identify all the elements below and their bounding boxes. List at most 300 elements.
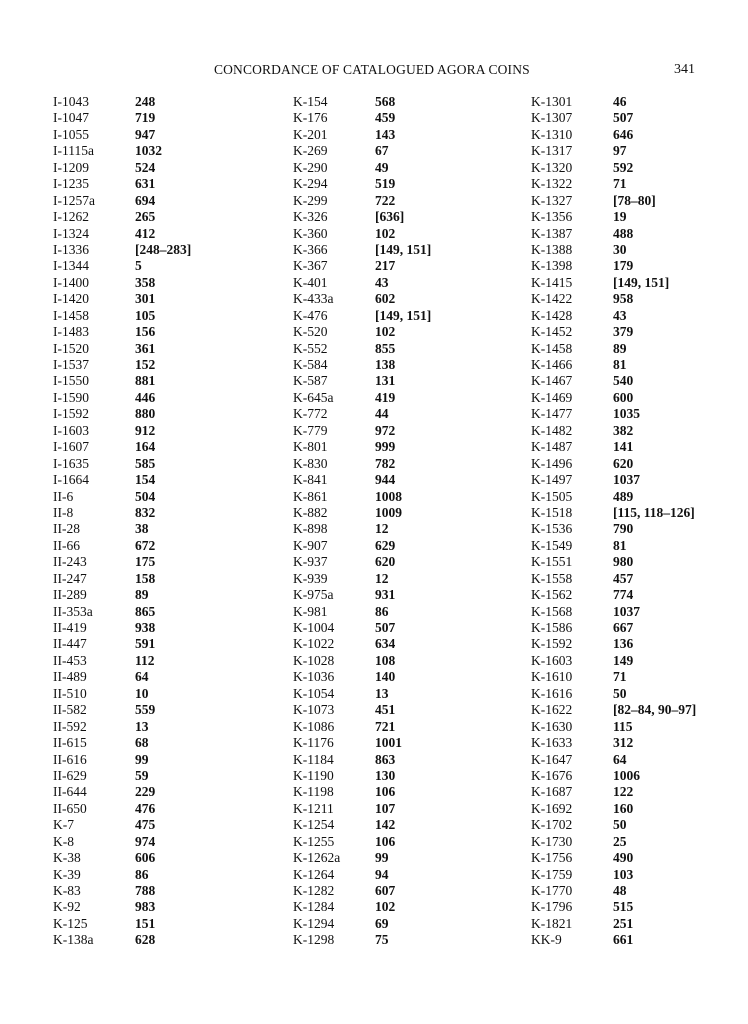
catalogue-number: 507 bbox=[613, 110, 634, 126]
inventory-number: I-1458 bbox=[53, 307, 89, 323]
inventory-number: K-1294 bbox=[293, 915, 335, 931]
catalogue-number: 81 bbox=[613, 357, 627, 372]
catalogue-number: 38 bbox=[135, 521, 149, 537]
concordance-column-1 bbox=[53, 94, 268, 949]
catalogue-number: 99 bbox=[375, 850, 389, 866]
concordance-row bbox=[53, 390, 268, 406]
inventory-number: K-1284 bbox=[293, 899, 335, 915]
concordance-row bbox=[531, 472, 746, 488]
inventory-number: K-1301 bbox=[531, 94, 573, 109]
catalogue-number: 179 bbox=[613, 258, 634, 274]
concordance-row bbox=[53, 357, 268, 373]
inventory-number: K-1190 bbox=[293, 767, 334, 783]
inventory-number: K-801 bbox=[293, 439, 328, 455]
inventory-number: I-1209 bbox=[53, 159, 89, 175]
catalogue-number: 475 bbox=[135, 817, 156, 833]
inventory-number: II-289 bbox=[53, 587, 87, 603]
concordance-row bbox=[53, 916, 268, 932]
catalogue-number: 217 bbox=[375, 258, 396, 274]
concordance-row bbox=[53, 932, 268, 948]
catalogue-number: 457 bbox=[613, 570, 634, 586]
inventory-number: K-1487 bbox=[531, 439, 573, 455]
inventory-number: K-830 bbox=[293, 455, 328, 471]
concordance-row bbox=[531, 94, 746, 110]
inventory-number: K-861 bbox=[293, 488, 328, 504]
catalogue-number: 476 bbox=[135, 800, 156, 816]
concordance-row bbox=[531, 702, 746, 718]
concordance-row bbox=[531, 423, 746, 439]
concordance-row bbox=[531, 209, 746, 225]
inventory-number: K-1558 bbox=[531, 570, 573, 586]
inventory-number: K-1282 bbox=[293, 883, 335, 898]
page-title: CONCORDANCE OF CATALOGUED AGORA COINS bbox=[214, 62, 530, 77]
concordance-row bbox=[293, 226, 508, 242]
concordance-row bbox=[53, 489, 268, 505]
concordance-row bbox=[53, 209, 268, 225]
catalogue-number: 99 bbox=[135, 751, 149, 767]
catalogue-number: 160 bbox=[613, 800, 634, 816]
catalogue-number: 10 bbox=[135, 685, 149, 701]
concordance-column-3 bbox=[531, 94, 746, 949]
concordance-row bbox=[53, 94, 268, 110]
inventory-number: K-907 bbox=[293, 537, 328, 553]
concordance-row bbox=[53, 242, 268, 258]
catalogue-number: 64 bbox=[613, 751, 627, 767]
catalogue-number: 154 bbox=[135, 472, 156, 488]
inventory-number: I-1520 bbox=[53, 340, 89, 356]
catalogue-number: 855 bbox=[375, 340, 396, 356]
concordance-row bbox=[293, 899, 508, 915]
concordance-row bbox=[53, 456, 268, 472]
catalogue-number: 86 bbox=[375, 603, 389, 619]
inventory-number: K-201 bbox=[293, 126, 328, 142]
concordance-row bbox=[53, 275, 268, 291]
inventory-number: K-1320 bbox=[531, 159, 573, 175]
inventory-number: K-1388 bbox=[531, 241, 573, 257]
inventory-number: I-1400 bbox=[53, 274, 89, 290]
concordance-row bbox=[531, 160, 746, 176]
concordance-row bbox=[293, 456, 508, 472]
catalogue-number: [636] bbox=[375, 209, 405, 225]
concordance-row bbox=[293, 357, 508, 373]
inventory-number: K-1549 bbox=[531, 537, 573, 553]
catalogue-number: 49 bbox=[375, 159, 389, 175]
inventory-number: I-1635 bbox=[53, 455, 89, 471]
catalogue-number: 672 bbox=[135, 537, 156, 553]
concordance-row bbox=[53, 768, 268, 784]
inventory-number: K-1452 bbox=[531, 324, 573, 340]
concordance-row bbox=[531, 324, 746, 340]
concordance-row bbox=[53, 127, 268, 143]
concordance-row bbox=[293, 636, 508, 652]
catalogue-number: 71 bbox=[613, 176, 627, 192]
catalogue-number: 790 bbox=[613, 521, 634, 537]
concordance-row bbox=[531, 916, 746, 932]
inventory-number: K-1586 bbox=[531, 620, 573, 635]
concordance-row bbox=[293, 604, 508, 620]
catalogue-number: 106 bbox=[375, 784, 396, 800]
inventory-number: II-629 bbox=[53, 767, 87, 783]
concordance-row bbox=[53, 143, 268, 159]
inventory-number: II-582 bbox=[53, 702, 87, 718]
concordance-row bbox=[293, 653, 508, 669]
concordance-row bbox=[53, 735, 268, 751]
concordance-row bbox=[293, 867, 508, 883]
concordance-row bbox=[293, 143, 508, 159]
catalogue-number: 719 bbox=[135, 110, 156, 126]
concordance-row bbox=[531, 653, 746, 669]
concordance-row bbox=[531, 669, 746, 685]
concordance-row bbox=[53, 521, 268, 537]
concordance-row bbox=[53, 291, 268, 307]
catalogue-number: 974 bbox=[135, 833, 156, 849]
catalogue-number: 136 bbox=[613, 636, 634, 652]
concordance-row bbox=[53, 719, 268, 735]
inventory-number: K-1592 bbox=[531, 636, 573, 652]
catalogue-number: 607 bbox=[375, 883, 396, 898]
catalogue-number: [82–84, 90–97] bbox=[613, 702, 697, 718]
concordance-row bbox=[53, 620, 268, 636]
inventory-number: II-489 bbox=[53, 669, 87, 685]
concordance-row bbox=[531, 308, 746, 324]
catalogue-number: 490 bbox=[613, 850, 634, 866]
concordance-row bbox=[293, 341, 508, 357]
catalogue-number: 43 bbox=[613, 307, 627, 323]
inventory-number: K-882 bbox=[293, 504, 328, 520]
inventory-number: K-520 bbox=[293, 324, 328, 340]
inventory-number: II-447 bbox=[53, 636, 87, 652]
inventory-number: II-419 bbox=[53, 620, 87, 635]
concordance-row bbox=[293, 275, 508, 291]
catalogue-number: 89 bbox=[135, 587, 149, 603]
inventory-number: K-939 bbox=[293, 570, 328, 586]
concordance-row bbox=[53, 341, 268, 357]
concordance-row bbox=[293, 752, 508, 768]
concordance-row bbox=[531, 456, 746, 472]
concordance-row bbox=[531, 341, 746, 357]
inventory-number: K-360 bbox=[293, 225, 328, 241]
concordance-row bbox=[293, 719, 508, 735]
concordance-row bbox=[531, 554, 746, 570]
inventory-number: I-1115a bbox=[53, 143, 94, 159]
catalogue-number: 446 bbox=[135, 389, 156, 405]
concordance-row bbox=[293, 291, 508, 307]
inventory-number: K-401 bbox=[293, 274, 328, 290]
concordance-row bbox=[531, 719, 746, 735]
inventory-number: K-1568 bbox=[531, 603, 573, 619]
catalogue-number: 81 bbox=[613, 537, 627, 553]
concordance-row bbox=[531, 801, 746, 817]
concordance-row bbox=[531, 571, 746, 587]
inventory-number: I-1257a bbox=[53, 192, 95, 208]
catalogue-number: 102 bbox=[375, 899, 396, 915]
concordance-row bbox=[531, 505, 746, 521]
catalogue-number: 782 bbox=[375, 455, 396, 471]
inventory-number: K-1496 bbox=[531, 455, 573, 471]
inventory-number: K-1469 bbox=[531, 389, 573, 405]
catalogue-number: 361 bbox=[135, 340, 156, 356]
concordance-row bbox=[531, 110, 746, 126]
concordance-row bbox=[293, 784, 508, 800]
catalogue-number: 880 bbox=[135, 406, 156, 422]
concordance-row bbox=[53, 669, 268, 685]
catalogue-number: 251 bbox=[613, 915, 634, 931]
inventory-number: K-1603 bbox=[531, 652, 573, 668]
inventory-number: K-1073 bbox=[293, 702, 335, 718]
catalogue-number: 620 bbox=[613, 455, 634, 471]
concordance-row bbox=[53, 636, 268, 652]
inventory-number: K-1176 bbox=[293, 735, 334, 751]
concordance-row bbox=[293, 94, 508, 110]
concordance-row bbox=[53, 373, 268, 389]
inventory-number: II-247 bbox=[53, 570, 87, 586]
concordance-row bbox=[53, 817, 268, 833]
catalogue-number: 620 bbox=[375, 554, 396, 570]
concordance-row bbox=[531, 883, 746, 899]
inventory-number: K-269 bbox=[293, 143, 328, 159]
catalogue-number: 301 bbox=[135, 291, 156, 307]
inventory-number: K-1676 bbox=[531, 767, 573, 783]
concordance-row bbox=[53, 472, 268, 488]
inventory-number: K-92 bbox=[53, 899, 81, 915]
concordance-row bbox=[293, 587, 508, 603]
concordance-row bbox=[293, 242, 508, 258]
concordance-row bbox=[531, 850, 746, 866]
inventory-number: K-1307 bbox=[531, 110, 573, 126]
catalogue-number: 931 bbox=[375, 587, 396, 603]
concordance-row bbox=[53, 587, 268, 603]
concordance-row bbox=[293, 571, 508, 587]
catalogue-number: 131 bbox=[375, 373, 396, 389]
catalogue-number: 504 bbox=[135, 488, 156, 504]
catalogue-number: 156 bbox=[135, 324, 156, 340]
inventory-number: K-38 bbox=[53, 850, 81, 866]
catalogue-number: 12 bbox=[375, 570, 389, 586]
catalogue-number: 12 bbox=[375, 521, 389, 537]
concordance-row bbox=[293, 324, 508, 340]
inventory-number: K-154 bbox=[293, 94, 328, 109]
catalogue-number: 115 bbox=[613, 718, 633, 734]
concordance-row bbox=[53, 801, 268, 817]
catalogue-number: 646 bbox=[613, 126, 634, 142]
concordance-row bbox=[531, 620, 746, 636]
inventory-number: K-1630 bbox=[531, 718, 573, 734]
inventory-number: II-644 bbox=[53, 784, 87, 800]
catalogue-number: 108 bbox=[375, 652, 396, 668]
catalogue-number: [149, 151] bbox=[375, 307, 432, 323]
inventory-number: K-366 bbox=[293, 241, 328, 257]
concordance-row bbox=[531, 489, 746, 505]
inventory-number: II-353a bbox=[53, 603, 93, 619]
concordance-row bbox=[531, 834, 746, 850]
catalogue-number: 30 bbox=[613, 241, 627, 257]
catalogue-number: 248 bbox=[135, 94, 156, 109]
concordance-row bbox=[531, 258, 746, 274]
catalogue-number: 459 bbox=[375, 110, 396, 126]
inventory-number: K-433a bbox=[293, 291, 334, 307]
catalogue-number: 602 bbox=[375, 291, 396, 307]
concordance-row bbox=[293, 308, 508, 324]
catalogue-number: 107 bbox=[375, 800, 396, 816]
catalogue-number: [115, 118–126] bbox=[613, 504, 695, 520]
catalogue-number: 507 bbox=[375, 620, 396, 635]
concordance-row bbox=[293, 373, 508, 389]
inventory-number: I-1603 bbox=[53, 422, 89, 438]
inventory-number: K-1184 bbox=[293, 751, 334, 767]
catalogue-number: 175 bbox=[135, 554, 156, 570]
catalogue-number: [149, 151] bbox=[375, 241, 432, 257]
inventory-number: K-937 bbox=[293, 554, 328, 570]
inventory-number: II-510 bbox=[53, 685, 87, 701]
concordance-row bbox=[53, 604, 268, 620]
concordance-row bbox=[293, 110, 508, 126]
inventory-number: K-1264 bbox=[293, 866, 335, 882]
concordance-row bbox=[531, 752, 746, 768]
concordance-row bbox=[53, 653, 268, 669]
inventory-number: II-8 bbox=[53, 504, 74, 520]
catalogue-number: 102 bbox=[375, 225, 396, 241]
inventory-number: I-1344 bbox=[53, 258, 89, 274]
catalogue-number: 152 bbox=[135, 357, 156, 372]
concordance-row bbox=[293, 406, 508, 422]
inventory-number: I-1483 bbox=[53, 324, 89, 340]
concordance-row bbox=[53, 423, 268, 439]
catalogue-number: 1001 bbox=[375, 735, 402, 751]
inventory-number: K-1616 bbox=[531, 685, 573, 701]
concordance-row bbox=[531, 291, 746, 307]
inventory-number: K-1327 bbox=[531, 192, 573, 208]
inventory-number: K-8 bbox=[53, 833, 74, 849]
concordance-row bbox=[53, 784, 268, 800]
concordance-row bbox=[531, 176, 746, 192]
catalogue-number: 130 bbox=[375, 767, 396, 783]
catalogue-number: 25 bbox=[613, 833, 627, 849]
catalogue-number: 141 bbox=[613, 439, 634, 455]
inventory-number: K-1610 bbox=[531, 669, 573, 685]
concordance-row bbox=[531, 686, 746, 702]
concordance-row bbox=[53, 538, 268, 554]
inventory-number: K-1322 bbox=[531, 176, 573, 192]
inventory-number: K-1317 bbox=[531, 143, 573, 159]
catalogue-number: 44 bbox=[375, 406, 389, 422]
inventory-number: II-28 bbox=[53, 521, 80, 537]
inventory-number: K-584 bbox=[293, 357, 328, 372]
catalogue-number: 140 bbox=[375, 669, 396, 685]
concordance-row bbox=[293, 390, 508, 406]
running-head bbox=[0, 62, 748, 82]
concordance-row bbox=[531, 817, 746, 833]
catalogue-number: 106 bbox=[375, 833, 396, 849]
concordance-row bbox=[293, 538, 508, 554]
inventory-number: II-243 bbox=[53, 554, 87, 570]
inventory-number: K-1518 bbox=[531, 504, 573, 520]
catalogue-number: 559 bbox=[135, 702, 156, 718]
catalogue-number: 451 bbox=[375, 702, 396, 718]
inventory-number: K-299 bbox=[293, 192, 328, 208]
catalogue-number: 631 bbox=[135, 176, 156, 192]
inventory-number: I-1043 bbox=[53, 94, 89, 109]
concordance-row bbox=[53, 571, 268, 587]
catalogue-number: 634 bbox=[375, 636, 396, 652]
catalogue-number: 13 bbox=[375, 685, 389, 701]
inventory-number: K-1466 bbox=[531, 357, 573, 372]
concordance-row bbox=[293, 801, 508, 817]
catalogue-number: 568 bbox=[375, 94, 396, 109]
inventory-number: K-779 bbox=[293, 422, 328, 438]
inventory-number: I-1235 bbox=[53, 176, 89, 192]
inventory-number: K-1262a bbox=[293, 850, 341, 866]
catalogue-number: 938 bbox=[135, 620, 156, 635]
catalogue-number: 540 bbox=[613, 373, 634, 389]
inventory-number: K-1821 bbox=[531, 915, 573, 931]
catalogue-number: 1037 bbox=[613, 603, 640, 619]
inventory-number: K-1004 bbox=[293, 620, 335, 635]
inventory-number: K-1796 bbox=[531, 899, 573, 915]
inventory-number: K-1505 bbox=[531, 488, 573, 504]
concordance-row bbox=[531, 768, 746, 784]
concordance-row bbox=[293, 686, 508, 702]
concordance-row bbox=[293, 176, 508, 192]
inventory-number: K-1028 bbox=[293, 652, 335, 668]
concordance-row bbox=[293, 620, 508, 636]
concordance-row bbox=[293, 423, 508, 439]
concordance-row bbox=[531, 521, 746, 537]
catalogue-number: 881 bbox=[135, 373, 156, 389]
concordance-row bbox=[531, 406, 746, 422]
inventory-number: K-1428 bbox=[531, 307, 573, 323]
concordance-row bbox=[531, 143, 746, 159]
inventory-number: K-975a bbox=[293, 587, 334, 603]
catalogue-number: 142 bbox=[375, 817, 396, 833]
catalogue-number: 606 bbox=[135, 850, 156, 866]
concordance-row bbox=[53, 752, 268, 768]
concordance-row bbox=[53, 110, 268, 126]
catalogue-number: [78–80] bbox=[613, 192, 656, 208]
catalogue-number: 229 bbox=[135, 784, 156, 800]
inventory-number: K-1497 bbox=[531, 472, 573, 488]
inventory-number: K-1562 bbox=[531, 587, 573, 603]
inventory-number: K-552 bbox=[293, 340, 328, 356]
inventory-number: K-1310 bbox=[531, 126, 573, 142]
catalogue-number: 947 bbox=[135, 126, 156, 142]
inventory-number: I-1664 bbox=[53, 472, 89, 488]
catalogue-number: 102 bbox=[375, 324, 396, 340]
catalogue-number: 13 bbox=[135, 718, 149, 734]
catalogue-number: [149, 151] bbox=[613, 274, 670, 290]
concordance-row bbox=[531, 373, 746, 389]
catalogue-number: 694 bbox=[135, 192, 156, 208]
concordance-row bbox=[293, 735, 508, 751]
concordance-row bbox=[53, 160, 268, 176]
inventory-number: K-176 bbox=[293, 110, 328, 126]
catalogue-number: 1032 bbox=[135, 143, 162, 159]
inventory-number: K-1198 bbox=[293, 784, 334, 800]
inventory-number: K-587 bbox=[293, 373, 328, 389]
concordance-row bbox=[293, 472, 508, 488]
catalogue-number: 488 bbox=[613, 225, 634, 241]
catalogue-number: 585 bbox=[135, 455, 156, 471]
inventory-number: K-1022 bbox=[293, 636, 335, 652]
concordance-row bbox=[293, 258, 508, 274]
catalogue-number: 863 bbox=[375, 751, 396, 767]
catalogue-number: 50 bbox=[613, 685, 627, 701]
catalogue-number: 592 bbox=[613, 159, 634, 175]
concordance-row bbox=[53, 834, 268, 850]
concordance-row bbox=[531, 538, 746, 554]
inventory-number: K-83 bbox=[53, 883, 81, 898]
concordance-column-2 bbox=[293, 94, 508, 949]
catalogue-number: 524 bbox=[135, 159, 156, 175]
